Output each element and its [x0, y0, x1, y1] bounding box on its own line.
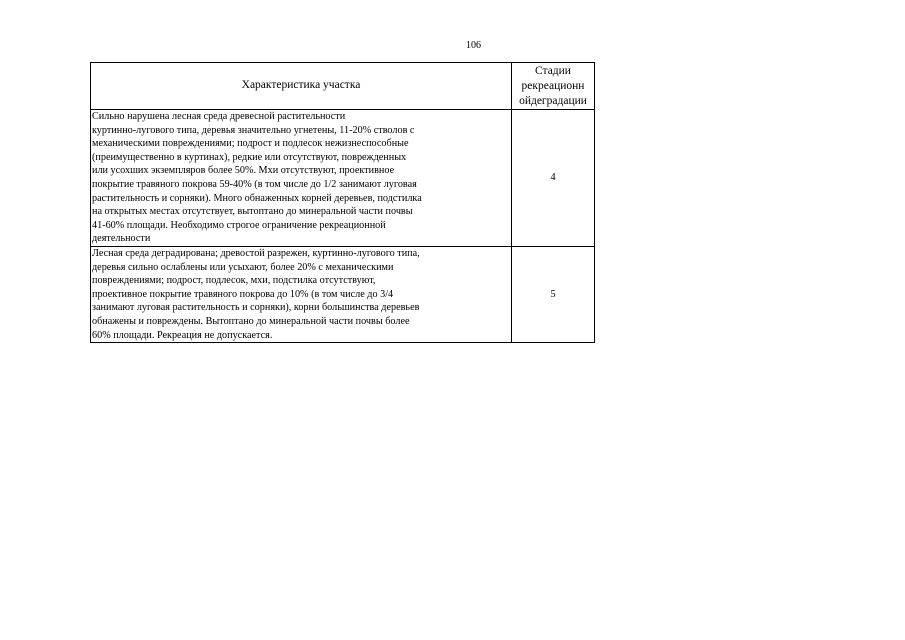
description-line: Лесная среда деградирована; древостой разрежен, куртинно-лугового типа, [92, 247, 420, 259]
page-number: 106 [466, 40, 481, 51]
header-stage-line: ойдеградации [519, 94, 587, 107]
row-description [91, 110, 512, 247]
description-line: механическими повреждениями; подрост и подлесок нежизнеспособные [92, 138, 409, 150]
description-line: 41-60% площади. Необходимо строгое ограничение рекреационной [92, 219, 386, 231]
header-stage [512, 63, 595, 110]
description-line: проективное покрытие травяного покрова до 10% (в том числе до 3/4 [92, 288, 394, 300]
description-line: на открытых местах отсутствует, вытоптано до минеральной части почвы [92, 206, 413, 218]
table-header-row [91, 63, 595, 110]
description-line: Сильно нарушена лесная среда древесной растительности [92, 111, 346, 122]
description-line: растительность и сорняки). Много обнаженных корней деревьев, подстилка [92, 192, 422, 204]
description-line: (преимущественно в куртинах), редкие или отсутствуют, поврежденных [92, 151, 407, 163]
header-description: Характеристика участка [91, 63, 512, 110]
row-stage: 5 [512, 246, 595, 342]
header-stage-line: Стадии [535, 64, 571, 77]
description-line: или усохших экземпляров более 50%. Мхи отсутствуют, проективное [92, 165, 395, 177]
row-description [91, 246, 512, 342]
description-line: 60% площади. Рекреация не допускается. [92, 329, 273, 341]
description-line: занимают луговая растительность и сорняки), корни большинства деревьев [92, 302, 420, 314]
description-line: покрытие травяного покрова 59-40% (в том числе до 1/2 занимают луговая [92, 178, 417, 190]
row-stage: 4 [512, 110, 595, 247]
description-line: деятельности [92, 233, 151, 245]
table-row [91, 246, 595, 342]
table-row [91, 110, 595, 247]
description-line: деревья сильно ослаблены или усыхают, более 20% с механическими [92, 261, 394, 273]
description-line: повреждениями; подрост, подлесок, мхи, подстилка отсутствуют, [92, 275, 376, 287]
description-line: обнажены и повреждены. Вытоптано до минеральной части почвы более [92, 315, 410, 327]
recreation-stages-table [90, 62, 595, 343]
header-stage-line: рекреационн [521, 79, 585, 92]
description-line: куртинно-лугового типа, деревья значительно угнетены, 11-20% стволов с [92, 124, 415, 136]
